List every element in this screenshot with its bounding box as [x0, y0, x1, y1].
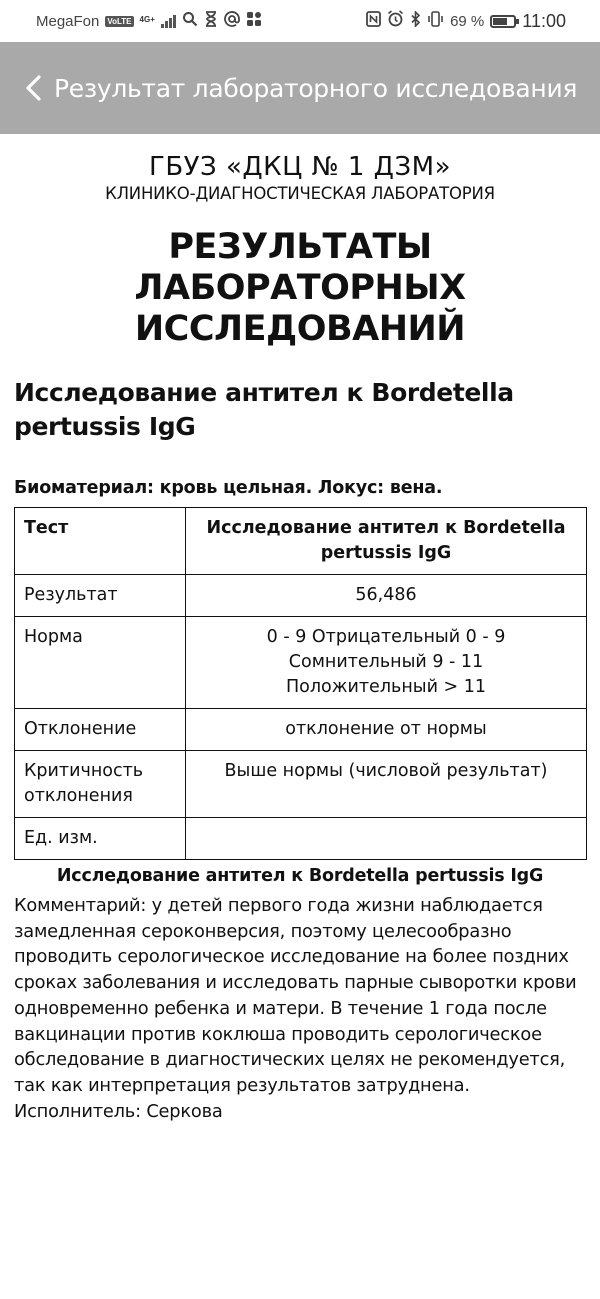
table-row: [15, 751, 587, 818]
battery-fill: [493, 18, 507, 25]
volte-badge: VoLTE: [107, 16, 132, 26]
app-bar-title: Результат лабораторного исследования: [54, 73, 578, 103]
table-row: [15, 617, 587, 709]
app-bar: [0, 42, 600, 134]
chevron-left-icon[interactable]: [20, 73, 46, 103]
document-title-line: ИССЛЕДОВАНИЙ: [134, 309, 466, 349]
status-bar-right: [366, 10, 566, 32]
document-title: [14, 227, 586, 350]
status-bar-left: [36, 11, 262, 32]
battery-percent: 69 %: [450, 12, 485, 30]
apps-icon: [246, 11, 262, 32]
org-subtitle: КЛИНИКО-ДИАГНОСТИЧЕСКАЯ ЛАБОРАТОРИЯ: [105, 184, 495, 203]
network-type: 4G+: [139, 14, 155, 24]
row-value-norm: [186, 617, 587, 709]
hourglass-icon: [204, 11, 218, 32]
table-header-value: Исследование антител к Bordetella pertussis IgG: [186, 508, 587, 575]
document-title-line: РЕЗУЛЬТАТЫ: [168, 227, 432, 267]
vibrate-icon: [427, 11, 444, 32]
alarm-icon: [387, 10, 404, 32]
battery-icon: [490, 15, 516, 28]
carrier-name: MegaFon: [36, 12, 100, 30]
org-name: ГБУЗ «ДКЦ № 1 ДЗМ»: [148, 152, 452, 182]
row-label-norm: Норма: [15, 617, 186, 709]
at-icon: [224, 11, 240, 32]
report-content: [14, 134, 586, 1124]
table-row: [15, 709, 587, 751]
table-row: [15, 818, 587, 860]
nfc-icon: [366, 11, 381, 32]
study-title: Исследование антител к Bordetella pertussis IgG: [14, 378, 514, 441]
clock: 11:00: [522, 10, 566, 31]
table-header-label: Тест: [15, 508, 186, 575]
row-label-result: Результат: [15, 575, 186, 617]
status-bar: [0, 0, 600, 42]
table-row: [15, 575, 587, 617]
row-value-result: 56,486: [186, 575, 587, 617]
study-caption: Исследование антител к Bordetella pertussis IgG: [56, 866, 544, 886]
search-icon: [182, 11, 198, 32]
results-table: [14, 507, 587, 860]
row-value-units: [186, 818, 587, 860]
biomaterial-info: Биоматериал: кровь цельная. Локус: вена.: [14, 478, 443, 498]
table-header-row: [15, 508, 587, 575]
executor-text: Исполнитель: Серкова: [14, 1100, 223, 1122]
row-label-criticality: Критичность отклонения: [15, 751, 186, 818]
bluetooth-icon: [410, 11, 421, 32]
norm-line: 0 - 9 Отрицательный 0 - 9: [266, 627, 506, 647]
norm-line: Положительный > 11: [285, 677, 487, 697]
row-label-units: Ед. изм.: [15, 818, 186, 860]
signal-icon: [161, 14, 176, 28]
row-value-deviation: отклонение от нормы: [186, 709, 587, 751]
document-title-line: ЛАБОРАТОРНЫХ: [134, 268, 466, 308]
row-value-criticality: Выше нормы (числовой результат): [186, 751, 587, 818]
row-label-deviation: Отклонение: [15, 709, 186, 751]
comment-text: Комментарий: у детей первого года жизни наблюдается замедленная сероконверсия, поэтому целесообразно проводить серологическое исследование на более поздних сроках заболевания и исследовать парные сыворотки крови одновременно ребенка и матери. В течение 1 года после вакцинации против коклюша проводить серологическое обследование в диагностических целях не рекомендуется, так как интерпретация результатов затруднена.: [14, 895, 577, 1096]
norm-line: Сомнительный 9 - 11: [288, 652, 484, 672]
